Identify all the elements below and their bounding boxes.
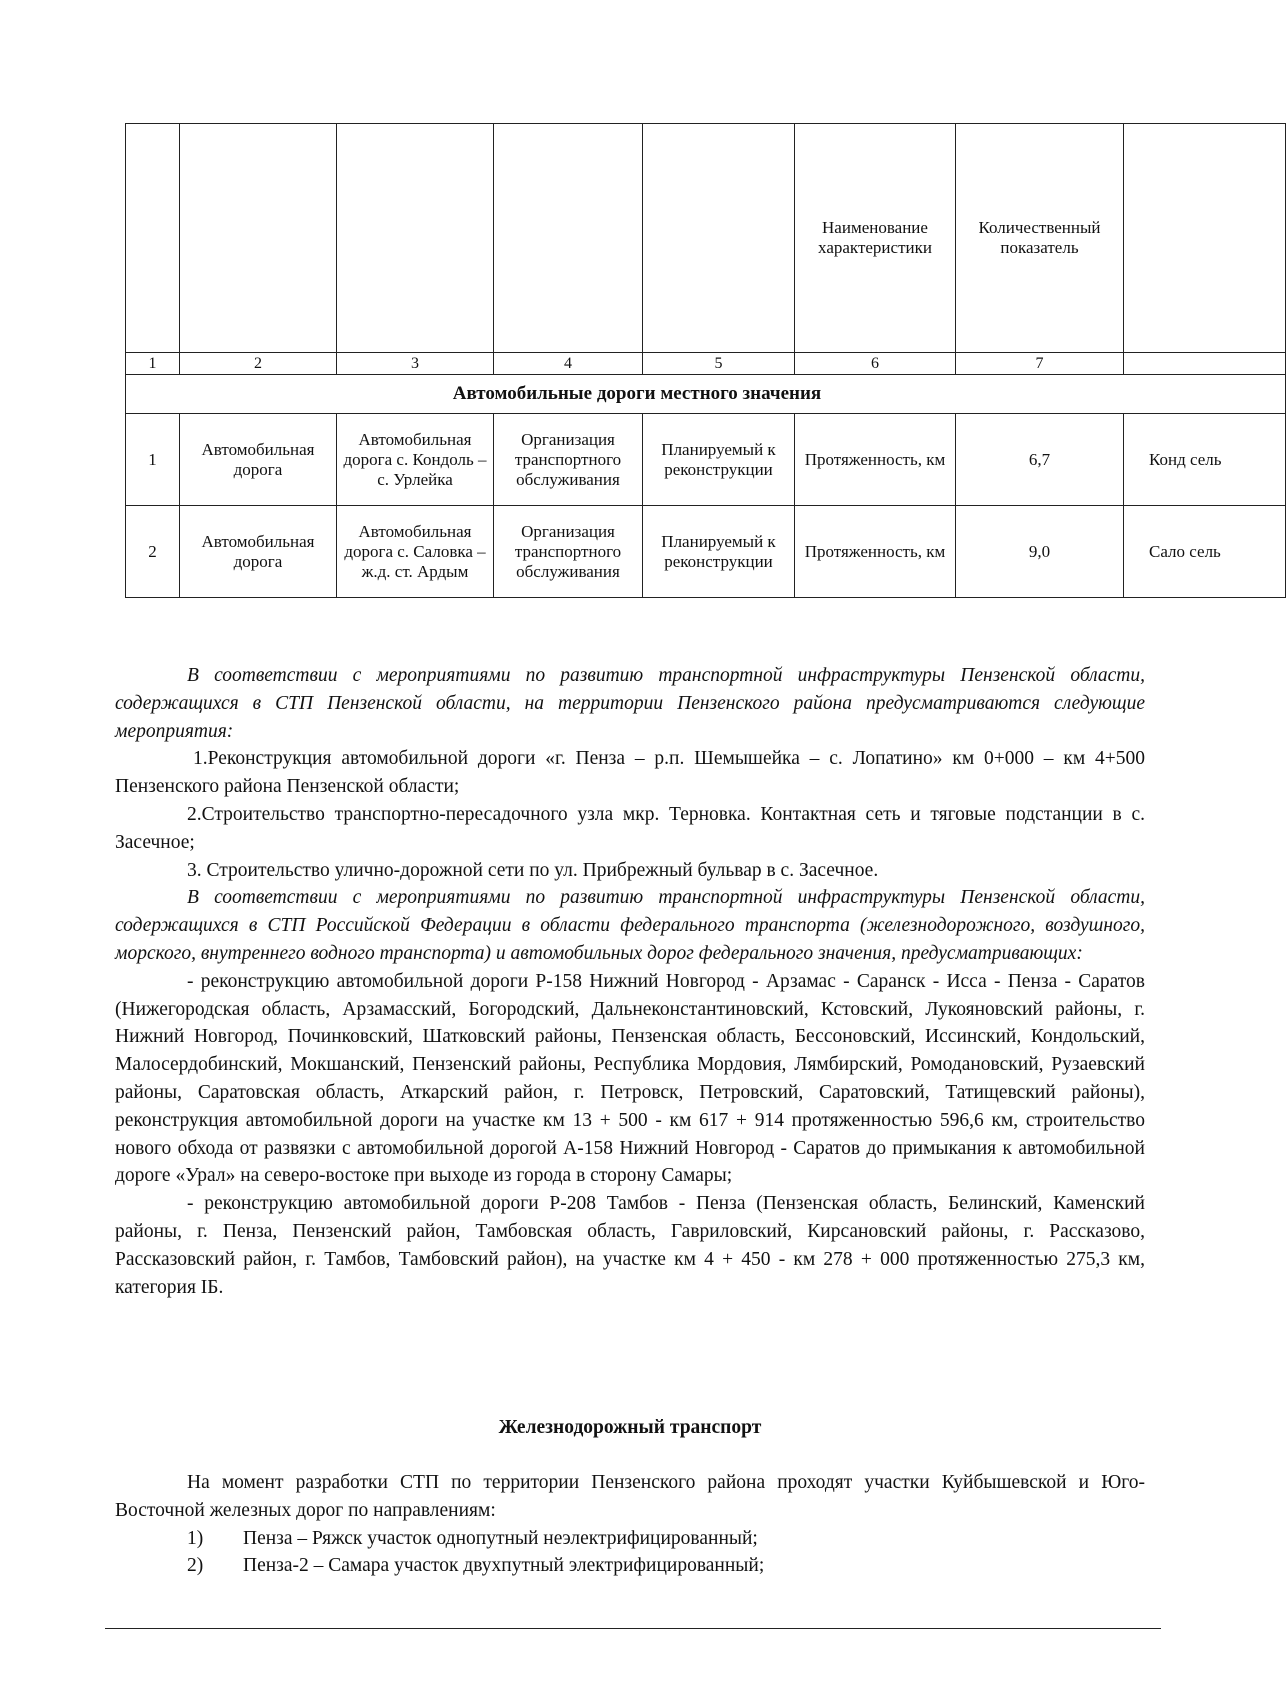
table-row <box>126 414 1286 506</box>
column-number: 6 <box>795 353 956 375</box>
object-type: Автомобильная дорога <box>180 414 337 506</box>
paragraph: В соответствии с мероприятиями по развитию транспортной инфраструктуры Пензенской области, содержащихся в СТП Российской Федерации в области федерального транспорта (железнодорожного, воздушного, морского, внутреннего водного транспорта) и автомобильных дорог федерального значения, предусматривающих: <box>115 887 1145 964</box>
table-header-row <box>126 124 1286 353</box>
column-number <box>1124 353 1286 375</box>
object-value: 9,0 <box>956 506 1124 598</box>
object-status: Планируемый к реконструкции <box>643 414 795 506</box>
list-number: 1) <box>187 1527 204 1549</box>
header-characteristic: Наименование характеристики <box>795 124 956 353</box>
object-location: Сало сель <box>1124 506 1286 598</box>
header-cell <box>180 124 337 353</box>
roads-table <box>125 123 1286 598</box>
header-cell <box>1124 124 1286 353</box>
header-cell <box>643 124 795 353</box>
table-row <box>126 506 1286 598</box>
object-type: Автомобильная дорога <box>180 506 337 598</box>
object-status: Планируемый к реконструкции <box>643 506 795 598</box>
column-number: 5 <box>643 353 795 375</box>
paragraph: - реконструкцию автомобильной дороги Р-208 Тамбов - Пенза (Пензенская область, Белинский, Каменский районы, г. Пенза, Пензенский район, Тамбовская область, Гавриловский, Кирсановский районы, г. Рассказово, Рассказовский район, г. Тамбов, Тамбовский район), на участке км 4 + 450 - км 278 + 000 протяженностью 275,3 км, категория IБ. <box>115 1193 1145 1298</box>
object-location: Конд сель <box>1124 414 1286 506</box>
header-value: Количественный показатель <box>956 124 1124 353</box>
object-name: Автомобильная дорога с. Саловка – ж.д. ст. Ардым <box>337 506 494 598</box>
section-title: Автомобильные дороги местного значения <box>126 375 1286 414</box>
body-text <box>115 662 1145 1301</box>
object-purpose: Организация транспортного обслуживания <box>494 414 643 506</box>
object-value: 6,7 <box>956 414 1124 506</box>
column-number: 2 <box>180 353 337 375</box>
object-characteristic: Протяженность, км <box>795 414 956 506</box>
paragraph: В соответствии с мероприятиями по развитию транспортной инфраструктуры Пензенской области, содержащихся в СТП Пензенской области, на территории Пензенского района предусматриваются следующие мероприятия: <box>115 665 1145 742</box>
header-cell <box>494 124 643 353</box>
header-cell <box>337 124 494 353</box>
paragraph: 3. Строительство улично-дорожной сети по ул. Прибрежный бульвар в с. Засечное. <box>187 859 879 881</box>
column-number: 1 <box>126 353 180 375</box>
roads-table-wrapper <box>125 123 1222 598</box>
list-number: 2) <box>187 1555 204 1577</box>
paragraph: - реконструкцию автомобильной дороги Р-158 Нижний Новгород - Арзамас - Саранск - Исса - Пенза - Саратов (Нижегородская область, Арзамасский, Богородский, Дальнеконстантиновский, Кстовский, Лукояновский районы, г. Нижний Новгород, Починковский, Шатковский районы, Пензенская область, Бессоновский, Иссинский, Кондольский, Малосердобинский, Мокшанский, Пензенский районы, Республика Мордовия, Лямбирский, Ромодановский, Рузаевский районы, Саратовская область, Аткарский район, г. Петровск, Петровский, Саратовский, Татищевский районы), реконструкция автомобильной дороги на участке км 13 + 500 - км 617 + 914 протяженностью 596,6 км, строительство нового обхода от развязки с автомобильной дорогой А-158 Нижний Новгород - Саратов до примыкания к автомобильной дороге «Урал» на северо-востоке при выходе из города в сторону Самары; <box>115 970 1145 1187</box>
list-item <box>115 1525 1145 1553</box>
list-text: Пенза – Ряжск участок однопутный неэлектрифицированный; <box>243 1527 758 1549</box>
row-number: 2 <box>126 506 180 598</box>
column-number: 3 <box>337 353 494 375</box>
section-row <box>126 375 1286 414</box>
footer-divider <box>105 1628 1161 1629</box>
section-heading: Железнодорожный транспорт <box>498 1417 762 1438</box>
column-number: 4 <box>494 353 643 375</box>
paragraph: На момент разработки СТП по территории Пензенского района проходят участки Куйбышевской и Юго-Восточной железных дорог по направлениям: <box>115 1472 1145 1521</box>
header-cell <box>126 124 180 353</box>
list-text: Пенза-2 – Самара участок двухпутный электрифицированный; <box>243 1555 765 1577</box>
object-name: Автомобильная дорога с. Кондоль – с. Урлейка <box>337 414 494 506</box>
railway-section <box>115 1414 1145 1442</box>
paragraph: 2.Строительство транспортно-пересадочного узла мкр. Терновка. Контактная сеть и тяговые подстанции в с. Засечное; <box>115 803 1145 853</box>
row-number: 1 <box>126 414 180 506</box>
railway-text <box>115 1469 1145 1580</box>
paragraph: 1.Реконструкция автомобильной дороги «г. Пенза – р.п. Шемышейка – с. Лопатино» км 0+000 – км 4+500 Пензенского района Пензенской области; <box>115 748 1145 798</box>
list-item <box>115 1552 1145 1580</box>
object-purpose: Организация транспортного обслуживания <box>494 506 643 598</box>
object-characteristic: Протяженность, км <box>795 506 956 598</box>
column-number: 7 <box>956 353 1124 375</box>
column-number-row <box>126 353 1286 375</box>
